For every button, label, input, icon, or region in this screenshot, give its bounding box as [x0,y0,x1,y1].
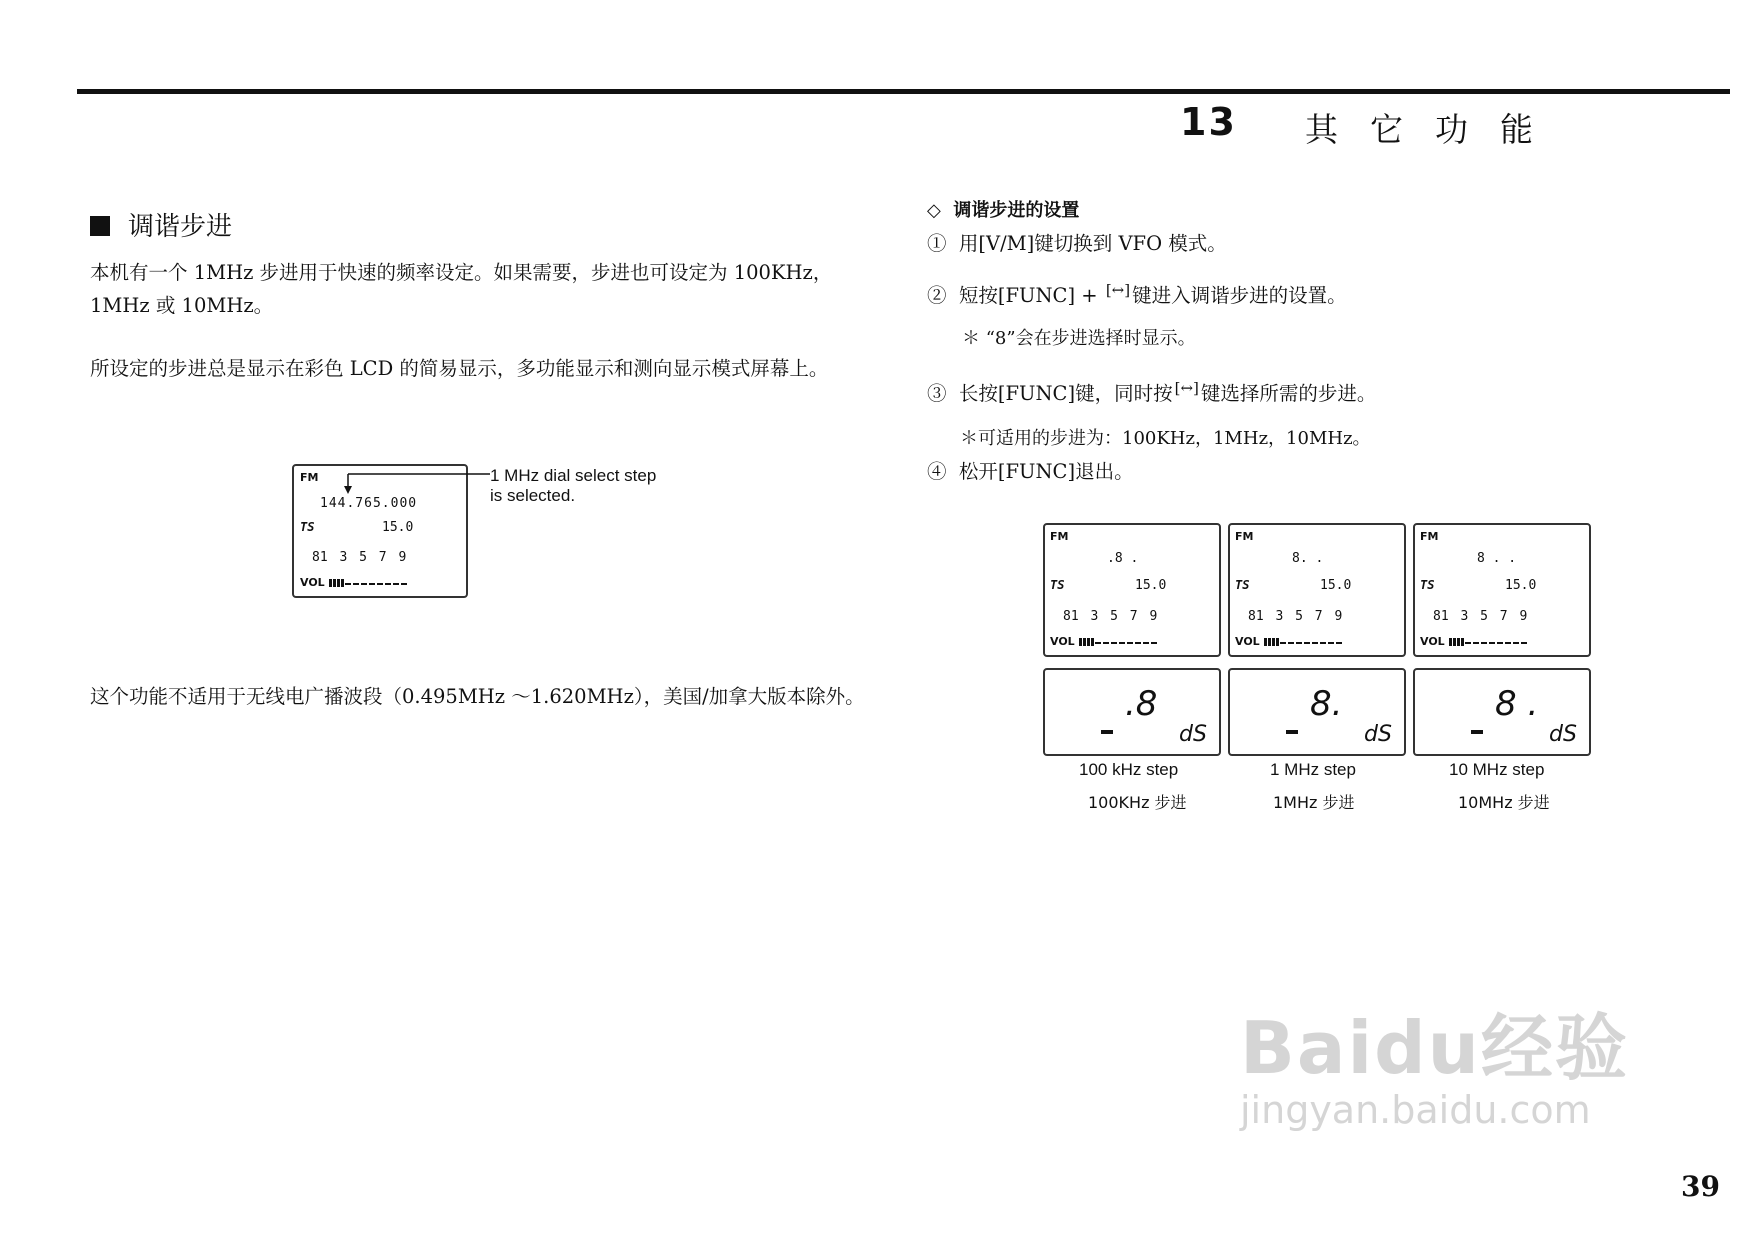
step-1: ① 用[V/M]键切换到 VFO 模式。 [927,232,1227,255]
chapter-number: 13 [1180,100,1237,144]
lcd-ts-value: 15.0 [1320,578,1352,593]
step-lcd-bottom [1043,668,1221,756]
step-lcd-top [1413,523,1591,657]
step-2: ② 短按[FUNC] + [↔] 键进入调谐步进的设置。 [927,281,1347,307]
volume-bar [1264,636,1344,649]
lcd-vol: VOL [1420,635,1529,649]
arrow-key-icon: [↔] [1105,281,1131,299]
small-indicator [1471,730,1483,734]
callout-arrow [340,468,495,498]
volume-bar [1079,636,1159,649]
lcd-mode: FM [1235,530,1254,543]
lcd-channels: 81 3 5 7 9 [312,550,407,565]
step-lcd-top [1043,523,1221,657]
big-step-digit: .8 [1125,684,1158,724]
lcd-vol: VOL [1050,635,1159,649]
step-caption-en: 100 kHz step [1079,760,1179,779]
step-caption-en: 1 MHz step [1270,760,1356,779]
step-caption-zh: 1MHz 步进 [1273,793,1355,812]
step-lcd-top [1228,523,1406,657]
baidu-watermark: Baidu经验 jingyan.baidu.com [1240,1006,1629,1132]
lcd-channels: 81 3 5 7 9 [1433,609,1528,624]
section-title [90,206,232,243]
lcd-top-digits: .8 . [1107,551,1139,566]
lcd-ts-value: 15.0 [1135,578,1167,593]
lcd-mode: FM [300,471,319,484]
ds-indicator: dS [1549,722,1577,747]
step-caption-zh: 10MHz 步进 [1458,793,1550,812]
callout-line-1: 1 MHz dial select step [490,466,657,485]
paragraph-2: 所设定的步进总是显示在彩色 LCD 的简易显示，多功能显示和测向显示模式屏幕上。 [90,357,829,380]
diamond-icon: ◇ [927,200,941,221]
lcd-mode: FM [1420,530,1439,543]
lcd-ts-label: TS [300,520,315,534]
paragraph-3: 这个功能不适用于无线电广播波段（0.495MHz ～1.620MHz），美国/加拿大版本除外。 [90,685,865,708]
chapter-title: 其它功能 [1305,110,1565,149]
lcd-top-digits: 8. . [1292,551,1324,566]
callout-text [490,466,656,506]
square-bullet-icon [90,216,110,236]
step-lcd-bottom [1228,668,1406,756]
volume-bar [329,577,409,590]
section-title-text: 调谐步进 [128,212,233,242]
ds-indicator: dS [1179,722,1207,747]
step-lcd-bottom [1413,668,1591,756]
ds-indicator: dS [1364,722,1392,747]
lcd-channels: 81 3 5 7 9 [1248,609,1343,624]
right-heading-text: 调谐步进的设置 [953,200,1080,221]
lcd-ts-value: 15.0 [1505,578,1537,593]
arrow-key-icon: [↔] [1174,379,1199,397]
lcd-mode: FM [1050,530,1069,543]
lcd-ts-label: TS [1235,578,1250,592]
step-4: ④ 松开[FUNC]退出。 [927,460,1134,483]
step-caption-en: 10 MHz step [1449,760,1545,779]
small-indicator [1286,730,1298,734]
small-indicator [1101,730,1113,734]
page-number: 39 [1681,1170,1720,1203]
lcd-top-digits: 8 . . [1477,551,1517,566]
big-step-digit: 8 . [1495,684,1539,724]
header-rule [77,89,1730,94]
lcd-ts-label: TS [1420,578,1435,592]
paragraph-1: 本机有一个 1MHz 步进用于快速的频率设定。如果需要，步进也可设定为 100KHz，1MHz 或 10MHz。 [90,261,833,317]
note-2: ＊ “8”会在步进选择时显示。 [962,328,1196,349]
step-caption-zh: 100KHz 步进 [1088,793,1187,812]
volume-bar [1449,636,1529,649]
lcd-ts-value: 15.0 [382,520,414,535]
note-3: ＊可适用的步进为：100KHz，1MHz，10MHz。 [960,428,1371,449]
callout-line-2: is selected. [490,486,576,505]
lcd-vol: VOL [1235,635,1344,649]
big-step-digit: 8. [1310,684,1343,724]
lcd-vol: VOL [300,576,409,590]
lcd-channels: 81 3 5 7 9 [1063,609,1158,624]
right-heading [927,196,1079,222]
lcd-ts-label: TS [1050,578,1065,592]
lcd-frequency: 144.765.000 [320,496,418,511]
step-3: ③ 长按[FUNC]键，同时按 [↔] 键选择所需的步进。 [927,379,1377,405]
